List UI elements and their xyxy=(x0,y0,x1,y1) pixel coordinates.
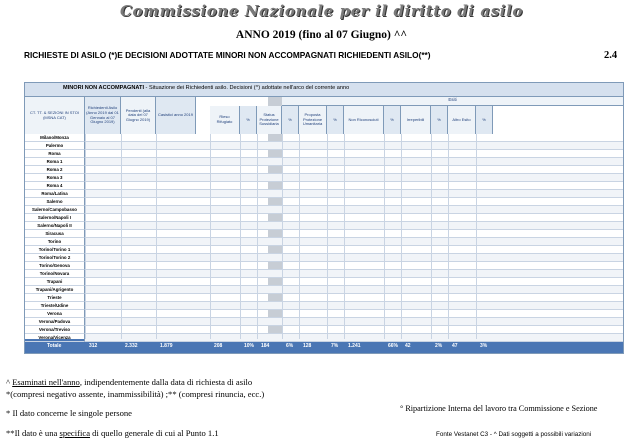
column-header-5: % xyxy=(240,106,257,134)
row-label: Salerno/Napoli II xyxy=(25,222,85,230)
row-label: Torino xyxy=(25,238,85,246)
totals-cell: 2.332 xyxy=(125,343,138,349)
column-divider xyxy=(240,134,241,339)
table-row xyxy=(85,238,623,246)
table-row xyxy=(85,174,623,182)
column-header-15: % xyxy=(476,106,493,134)
totals-cell: 66% xyxy=(388,343,399,349)
column-divider xyxy=(327,134,328,339)
table-row xyxy=(85,222,623,230)
table-row xyxy=(85,286,623,294)
column-divider xyxy=(401,134,402,339)
row-label: Roma xyxy=(25,150,85,158)
totals-cell: 184 xyxy=(261,343,270,349)
table-row xyxy=(85,206,623,214)
row-label: Roma 4 xyxy=(25,182,85,190)
column-divider xyxy=(121,134,122,339)
row-label: Trieste/Udine xyxy=(25,302,85,310)
header-title: Commissione Nazionale per il diritto di asilo xyxy=(119,2,523,20)
table-row xyxy=(85,294,623,302)
column-header-11: % xyxy=(384,106,401,134)
totals-cell: 208 xyxy=(214,343,223,349)
table-row xyxy=(85,334,623,342)
table-row xyxy=(85,182,623,190)
note-examined-rest: , indipendentemente dalla data di richiesta di asilo xyxy=(79,377,253,387)
note-specific-rest: di quello generale di cui al Punto 1.1 xyxy=(90,428,219,438)
row-label: Siracusa xyxy=(25,230,85,238)
column-divider xyxy=(299,134,300,339)
column-divider xyxy=(282,134,283,339)
column-header-3: Casistici anno 2019 xyxy=(156,97,196,134)
page-number: 2.4 xyxy=(604,50,618,61)
note-included: *(compresi negativo assente, inammissibilità) ;** (compresi rinuncia, ecc.) xyxy=(6,389,265,399)
column-divider xyxy=(448,134,449,339)
totals-cell: 47 xyxy=(452,343,458,349)
column-header-12: Irreperibili xyxy=(401,106,431,134)
totals-cell: 6% xyxy=(286,343,294,349)
table-row xyxy=(85,158,623,166)
row-label: Trapani/Agrigento xyxy=(25,286,85,294)
column-header-0: CT. TT. & SEZIONI IN STOI (MSNA CAT) xyxy=(25,97,85,134)
row-label: Verona/Padova xyxy=(25,318,85,326)
data-table xyxy=(24,82,624,354)
note-examined-underlined: Esaminati nell'anno xyxy=(12,377,80,387)
totals-cell: 7% xyxy=(331,343,339,349)
note-specific-underlined: specifica xyxy=(59,428,91,438)
table-row xyxy=(85,142,623,150)
note-examined-prefix: ^ xyxy=(6,377,13,387)
row-label: Salerno/Campobasso xyxy=(25,206,85,214)
table-row xyxy=(85,214,623,222)
table-row xyxy=(85,230,623,238)
totals-cell: 1.879 xyxy=(160,343,173,349)
note-specific xyxy=(6,428,219,438)
table-row xyxy=(85,278,623,286)
row-label: Torino/Genova xyxy=(25,262,85,270)
report-year: ANNO 2019 (fino al 07 Giugno) ^^ xyxy=(235,29,408,41)
table-row xyxy=(85,326,623,334)
row-label: Trieste xyxy=(25,294,85,302)
totals-cell: 2% xyxy=(435,343,443,349)
column-header-10: Non Riconosciuti xyxy=(344,106,384,134)
column-divider xyxy=(344,134,345,339)
totals-cell: 128 xyxy=(303,343,312,349)
column-divider xyxy=(476,134,477,339)
column-divider xyxy=(257,134,258,339)
row-label: Roma 3 xyxy=(25,174,85,182)
column-divider xyxy=(431,134,432,339)
totals-cell: 42 xyxy=(405,343,411,349)
column-header-4: Rieso Rifugiato xyxy=(210,106,240,134)
table-row xyxy=(85,318,623,326)
table-row xyxy=(85,190,623,198)
row-label: Trapani xyxy=(25,278,85,286)
totals-label: Totale xyxy=(47,343,62,349)
column-divider xyxy=(85,134,86,339)
row-label: Palermo xyxy=(25,142,85,150)
totals-cell: 10% xyxy=(244,343,255,349)
table-row xyxy=(85,166,623,174)
column-header-6: Status Protezione Sussidiaria xyxy=(257,106,282,134)
table-heading-rest: - Situazione dei Richiedenti asilo. Decisioni (^) adottate nell'arco del corrente anno xyxy=(144,85,350,91)
table-row xyxy=(85,262,623,270)
note-source: Fonte Vestanet C3 - ^ Dati soggetti a possibili variazioni xyxy=(436,431,592,438)
totals-cell: 3% xyxy=(480,343,488,349)
row-label: Torino/Novara xyxy=(25,270,85,278)
table-row xyxy=(85,134,623,142)
column-header-9: % xyxy=(327,106,344,134)
row-label: Verona/Vicenza xyxy=(25,334,85,342)
table-row xyxy=(85,246,623,254)
column-header-13: % xyxy=(431,106,448,134)
column-header-2: Pendenti (alla data del 07 Giugno 2019) xyxy=(121,97,156,134)
table-row xyxy=(85,302,623,310)
totals-cell: 1.241 xyxy=(348,343,361,349)
table-heading-bold: MINORI NON ACCOMPAGNATI xyxy=(63,85,144,91)
row-label: Salerno xyxy=(25,198,85,206)
row-label: Verona xyxy=(25,310,85,318)
row-label: Torino/Torino 2 xyxy=(25,254,85,262)
table-row xyxy=(85,310,623,318)
row-label: Roma 2 xyxy=(25,166,85,174)
column-header-7: % xyxy=(282,106,299,134)
table-heading-label xyxy=(63,85,349,91)
section-label: Esiti xyxy=(282,97,623,106)
report-subtitle: RICHIESTE DI ASILO (*)E DECISIONI ADOTTATE MINORI NON ACCOMPAGNATI RICHIEDENTI ASILO(**) xyxy=(24,50,431,60)
column-header-1: Richiedenti Asilo (Anno 2019 dal 01 Gennaio al 07 Giugno 2019) xyxy=(85,97,121,134)
table-row xyxy=(85,150,623,158)
note-examined xyxy=(6,377,252,387)
totals-cell: 312 xyxy=(89,343,98,349)
row-label: Roma 1 xyxy=(25,158,85,166)
column-header-14: Altro Esito xyxy=(448,106,476,134)
note-persons: * Il dato concerne le singole persone xyxy=(6,408,132,418)
column-header-8: Proposta Protezione Umanitaria xyxy=(299,106,327,134)
note-specific-prefix: **Il dato è una xyxy=(6,428,60,438)
note-division: ° Ripartizione Interna del lavoro tra Commissione e Sezione xyxy=(400,404,598,413)
column-divider xyxy=(384,134,385,339)
row-label: Salerno/Napoli I xyxy=(25,214,85,222)
table-row xyxy=(85,254,623,262)
row-label: Torino/Torino 1 xyxy=(25,246,85,254)
row-label: Verona/Treviso xyxy=(25,326,85,334)
row-label: Milano/Monza xyxy=(25,134,85,142)
column-divider xyxy=(156,134,157,339)
table-row xyxy=(85,198,623,206)
table-row xyxy=(85,270,623,278)
column-divider xyxy=(210,134,211,339)
table-heading xyxy=(25,83,623,97)
row-label: Roma/Latina xyxy=(25,190,85,198)
